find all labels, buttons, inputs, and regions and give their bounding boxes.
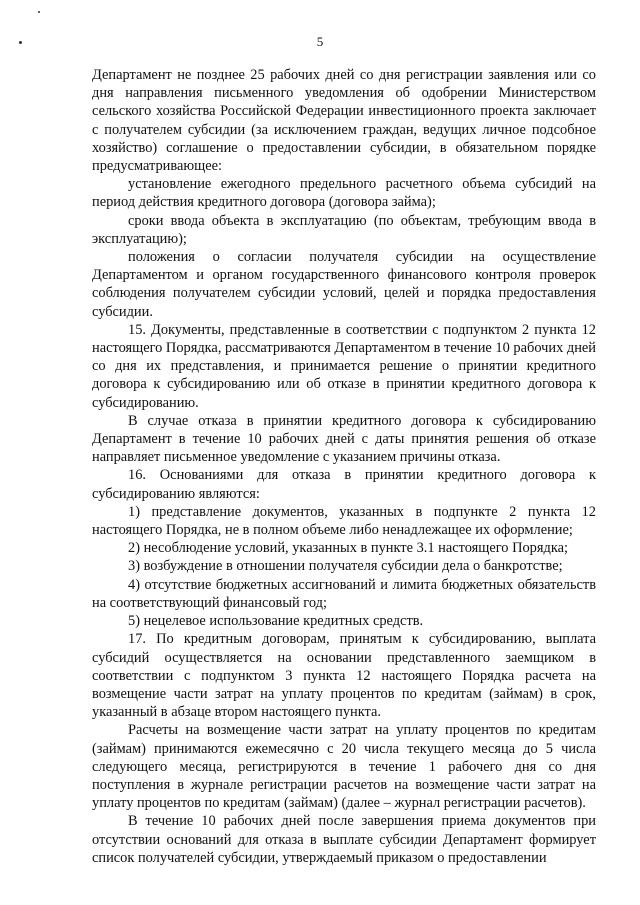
paragraph: Расчеты на возмещение части затрат на уплату процентов по кредитам (займам) принимаются ежемесячно с 20 числа текущего месяца до 5 числа следующего месяца, регистрируются в течение 1 рабочего дня со дня поступления в журнале регистрации расчетов на возмещение части затрат на уплату процентов по кредитам (займам) (далее – журнал регистрации расчетов). <box>92 722 596 812</box>
body-text <box>92 66 596 867</box>
paragraph: Департамент не позднее 25 рабочих дней со дня регистрации заявления или со дня направления письменного уведомления об одобрении Министерством сельского хозяйства Российской Федерации инвестиционного проекта заключает с получателем субсидии (за исключением граждан, ведущих личное подсобное хозяйство) соглашение о предоставлении субсидии, в обязательном порядке предусматривающее: <box>92 67 596 175</box>
paragraph: В случае отказа в принятии кредитного договора к субсидированию Департамент в течение 10 рабочих дней с даты принятия решения об отказе направляет письменное уведомление с указанием причины отказа. <box>92 412 596 466</box>
paragraph: В течение 10 рабочих дней после завершения приема документов при отсутствии оснований для отказа в выплате субсидии Департамент формирует список получателей субсидии, утверждаемый приказом о предоставлении <box>92 813 596 866</box>
paragraph: 17. По кредитным договорам, принятым к субсидированию, выплата субсидий осуществляется на основании представленного заемщиком в соответствии с подпунктом 3 пункта 12 настоящего Порядка расчета на возмещение части затрат на уплату процентов по кредитам (займам) в срок, указанный в абзаце втором настоящего пункта. <box>92 631 596 721</box>
paragraph: сроки ввода объекта в эксплуатацию (по объектам, требующим ввода в эксплуатацию); <box>92 212 596 247</box>
list-item: 3) возбуждение в отношении получателя субсидии дела о банкротстве; <box>128 558 563 575</box>
scan-speck <box>19 41 22 44</box>
paragraph: 15. Документы, представленные в соответствии с подпунктом 2 пункта 12 настоящего Порядка, рассматриваются Департаментом в течение 10 рабочих дней со дня их представления, и принимается решение о принятии кредитного договора к субсидированию или об отказе в принятии кредитного договора к субсидированию. <box>92 321 596 411</box>
list-item: 2) несоблюдение условий, указанных в пункте 3.1 настоящего Порядка; <box>128 540 568 557</box>
paragraph: 16. Основаниями для отказа в принятии кредитного договора к субсидированию являются: <box>92 467 596 502</box>
paragraph: положения о согласии получателя субсидии на осуществление Департаментом и органом государственного финансового контроля проверок соблюдения получателем субсидии условий, целей и порядка предоставления субсидии. <box>92 249 596 320</box>
list-item: 5) нецелевое использование кредитных средств. <box>128 613 424 630</box>
page-number: 5 <box>316 34 324 49</box>
list-item: 1) представление документов, указанных в подпункте 2 пункта 12 настоящего Порядка, не в полном объеме либо ненадлежащее их оформление; <box>92 503 596 539</box>
paragraph: установление ежегодного предельного расчетного объема субсидий на период действия кредитного договора (договора займа); <box>92 176 596 211</box>
scan-speck <box>38 11 40 13</box>
list-item: 4) отсутствие бюджетных ассигнований и лимита бюджетных обязательств на соответствующий финансовый год; <box>92 576 596 611</box>
